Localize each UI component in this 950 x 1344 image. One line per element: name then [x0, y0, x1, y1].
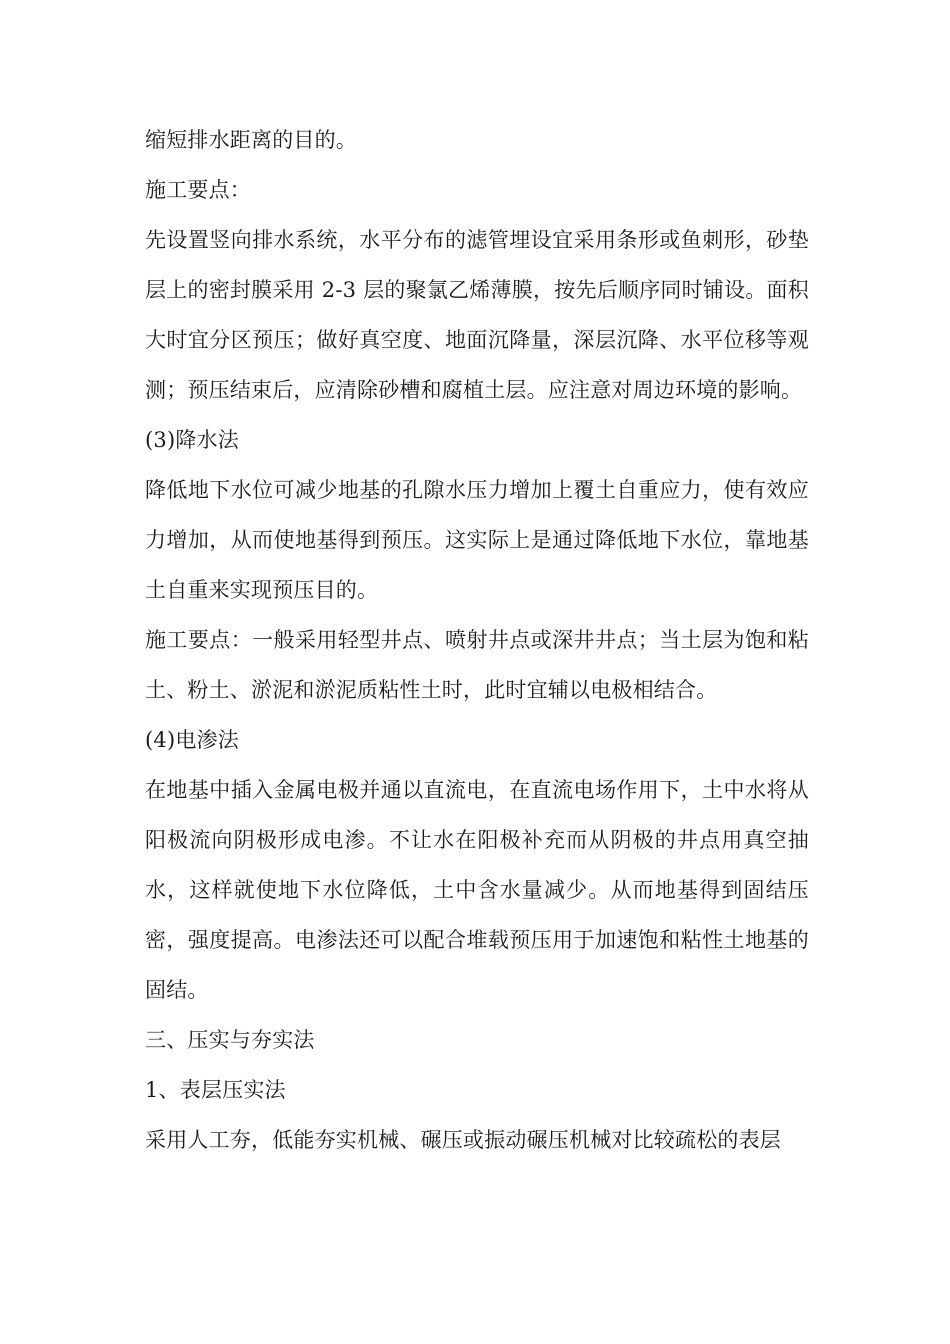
paragraph-electro-osmosis-description: 在地基中插入金属电极并通以直流电，在直流电场作用下，土中水将从阳极流向阴极形成电渗。不让水在阳极补充而从阴极的井点用真空抽水，这样就使地下水位降低，土中含水量减少。从而地基得到固结压密，强度提高。电渗法还可以配合堆载预压用于加速饱和粘性土地基的固结。 — [145, 778, 809, 1002]
paragraph-dewatering-points: 施工要点：一般采用轻型井点、喷射井点或深井井点；当土层为饱和粘土、粉土、淤泥和淤泥质粘性土时，此时宜辅以电极相结合。 — [145, 628, 809, 702]
heading-dewatering-method: (3)降水法 — [145, 428, 239, 452]
heading-electro-osmosis-method: (4)电渗法 — [145, 728, 239, 752]
document-body — [145, 115, 809, 1165]
heading-compaction-section: 三、压实与夯实法 — [145, 1028, 315, 1052]
paragraph-drainage-purpose: 缩短排水距离的目的。 — [145, 128, 357, 152]
heading-surface-compaction: 1、表层压实法 — [145, 1078, 286, 1102]
paragraph-surface-compaction-description: 采用人工夯，低能夯实机械、碾压或振动碾压机械对比较疏松的表层 — [145, 1128, 781, 1152]
paragraph-dewatering-description: 降低地下水位可减少地基的孔隙水压力增加上覆土自重应力，使有效应力增加，从而使地基得到预压。这实际上是通过降低地下水位，靠地基土自重来实现预压目的。 — [145, 478, 809, 602]
heading-construction-points: 施工要点： — [145, 178, 251, 202]
paragraph-vacuum-preloading-points: 先设置竖向排水系统，水平分布的滤管埋设宜采用条形或鱼刺形，砂垫层上的密封膜采用 2-3 层的聚氯乙烯薄膜，按先后顺序同时铺设。面积大时宜分区预压；做好真空度、地面沉降量，深层沉降、水平位移等观测；预压结束后，应清除砂槽和腐植土层。应注意对周边环境的影响。 — [145, 228, 809, 402]
